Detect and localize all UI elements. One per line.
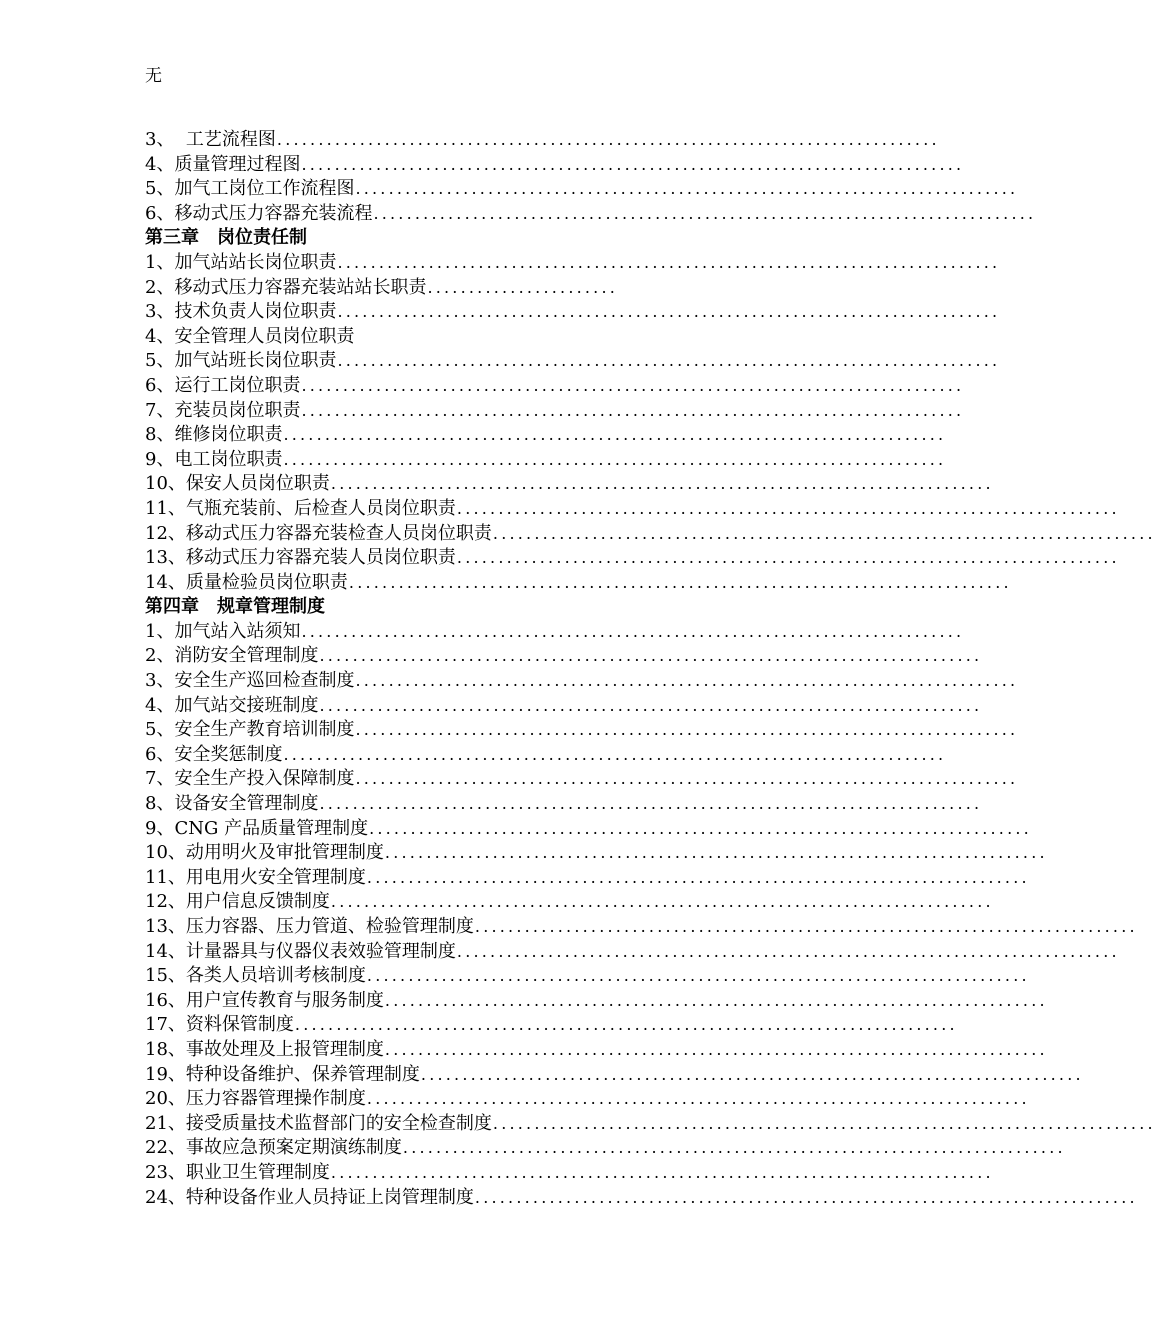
toc-entry (145, 841, 1048, 866)
toc-entry-label: 5、加气站班长岗位职责 (145, 350, 337, 372)
toc-entry (145, 989, 1048, 1014)
toc-entry (145, 1087, 1030, 1112)
dot-leader: ................................................................................ (492, 1113, 1156, 1133)
toc-entry-label: 18、事故处理及上报管理制度 (145, 1038, 384, 1060)
toc-entry (145, 743, 947, 768)
toc-entry (145, 497, 1120, 522)
dot-leader: ................................................................................ (319, 794, 983, 814)
toc-entry (145, 128, 940, 153)
toc-entry (145, 669, 1019, 694)
toc-entry-label: 22、事故应急预案定期演练制度 (145, 1137, 402, 1159)
dot-leader: ................................................................................ (474, 917, 1138, 936)
dot-leader: ................................................................................ (301, 154, 965, 174)
toc-entry-label: 15、各类人员培训考核制度 (145, 965, 366, 987)
toc-entry-label: 13、移动式压力容器充装人员岗位职责 (145, 547, 456, 569)
toc-entry (145, 718, 1019, 743)
dot-leader: ................................................................................ (355, 769, 1019, 789)
dot-leader: ................................................................................ (384, 990, 1048, 1010)
toc-entry (145, 251, 1001, 276)
toc-entry (145, 276, 757, 301)
dot-leader: ................................................................................ (283, 425, 947, 445)
toc-entry-label: 8、维修岗位职责 (145, 424, 283, 446)
toc-entry (145, 374, 965, 399)
toc-entry-label: 1、加气站入站须知 (145, 620, 301, 642)
toc-entry (145, 694, 983, 719)
toc-entry (145, 817, 1032, 842)
toc-entry-label: 7、安全生产投入保障制度 (145, 768, 355, 790)
toc-entry-label: 6、移动式压力容器充装流程 (145, 202, 373, 224)
chapter-title: 第四章 规章管理制度 (145, 596, 325, 618)
dot-leader: ................................................................................ (366, 867, 1030, 887)
dot-leader: ................................................................................ (283, 449, 947, 469)
toc-entry (145, 1038, 1048, 1063)
toc-entry-label: 7、充装员岗位职责 (145, 399, 301, 421)
toc-entry-label: 13、压力容器、压力管道、检验管理制度 (145, 916, 474, 937)
toc-entry-label: 10、保安人员岗位职责 (145, 473, 330, 495)
toc-entry (145, 940, 1120, 965)
toc-entry (145, 767, 1019, 792)
toc-entry (145, 915, 1138, 940)
toc-entry-label: 6、安全奖惩制度 (145, 743, 283, 765)
toc-entry-label: 5、安全生产教育培训制度 (145, 719, 355, 741)
toc-entry-label: 19、特种设备维护、保养管理制度 (145, 1063, 420, 1085)
toc-entry-label: 9、CNG 产品质量管理制度 (145, 817, 369, 839)
toc-entry-label: 21、接受质量技术监督部门的安全检查制度 (145, 1112, 492, 1134)
toc-entry-label: 16、用户宣传教育与服务制度 (145, 989, 384, 1011)
dot-leader: ................................................................................ (366, 966, 1030, 986)
toc-entry (145, 644, 983, 669)
toc-entry-label: 4、质量管理过程图 (145, 153, 301, 175)
toc-entry (145, 866, 1030, 891)
toc-entry-label: 1、加气站站长岗位职责 (145, 251, 337, 273)
chapter-heading (145, 226, 757, 251)
dot-leader: ................................................................................ (456, 548, 1120, 568)
toc-entry (145, 571, 1012, 596)
dot-leader: ................................................................................ (420, 1064, 1084, 1084)
chapter-title: 第三章 岗位责任制 (145, 227, 307, 249)
toc-entry (145, 1161, 994, 1186)
toc-entry (145, 177, 1019, 202)
toc-entry-label: 3、 工艺流程图 (145, 129, 276, 150)
dot-leader: ................................................................................ (301, 621, 965, 641)
toc-entry-label: 9、电工岗位职责 (145, 448, 283, 470)
dot-leader: ................................................................................ (301, 375, 965, 395)
dot-leader: ................................................................................ (492, 523, 1156, 543)
toc-entry (145, 620, 965, 645)
dot-leader: ................................................................................ (384, 1039, 1048, 1059)
toc-entry (145, 202, 1037, 227)
dot-leader: ................................................................................ (474, 1187, 1138, 1207)
toc-entry-label: 4、加气站交接班制度 (145, 694, 319, 716)
toc-entry (145, 325, 757, 350)
dot-leader: ................................................................................ (337, 252, 1001, 272)
toc-entry-label: 11、气瓶充装前、后检查人员岗位职责 (145, 497, 456, 519)
toc-entry-label: 24、特种设备作业人员持证上岗管理制度 (145, 1186, 474, 1208)
toc-entry (145, 546, 1120, 571)
dot-leader: ................................................................................ (319, 695, 983, 715)
toc-entry (145, 448, 947, 473)
chapter-heading (145, 595, 757, 620)
toc-entry (145, 522, 1156, 547)
toc-entry-label: 3、安全生产巡回检查制度 (145, 670, 355, 692)
dot-leader: ................................................................................ (276, 130, 940, 149)
dot-leader: ................................................................................ (369, 818, 1032, 838)
table-of-contents (145, 128, 1156, 1210)
toc-entry-label: 3、技术负责人岗位职责 (145, 301, 337, 323)
toc-entry-label: 20、压力容器管理操作制度 (145, 1088, 366, 1110)
toc-entry (145, 399, 965, 424)
toc-entry-label: 12、用户信息反馈制度 (145, 891, 330, 913)
dot-leader: ................................................................................ (373, 203, 1037, 223)
toc-entry-label: 2、消防安全管理制度 (145, 645, 319, 667)
toc-entry (145, 1112, 1156, 1137)
dot-leader: ....................... (427, 277, 619, 297)
toc-entry (145, 472, 994, 497)
toc-entry (145, 792, 983, 817)
dot-leader: ................................................................................ (384, 843, 1048, 863)
dot-leader: ................................................................................ (355, 179, 1019, 199)
toc-entry (145, 349, 1001, 374)
toc-entry-label: 2、移动式压力容器充装站站长职责 (145, 276, 427, 298)
toc-entry (145, 423, 947, 448)
dot-leader: ................................................................................ (337, 351, 1001, 371)
dot-leader: ................................................................................ (301, 400, 965, 420)
dot-leader: ................................................................................ (319, 646, 983, 666)
dot-leader: ................................................................................ (355, 671, 1019, 691)
dot-leader: ................................................................................ (456, 498, 1120, 518)
toc-entry-label: 11、用电用火安全管理制度 (145, 866, 366, 888)
toc-entry (145, 1186, 1138, 1211)
dot-leader: ................................................................................ (330, 474, 994, 494)
dot-leader: ................................................................................ (366, 1089, 1030, 1109)
toc-entry (145, 1013, 958, 1038)
dot-leader: ................................................................................ (283, 744, 947, 764)
toc-entry (145, 300, 1001, 325)
dot-leader: ................................................................................ (330, 1162, 994, 1182)
dot-leader: ................................................................................ (456, 941, 1120, 961)
toc-entry (145, 1136, 1066, 1161)
toc-entry (145, 890, 994, 915)
toc-entry-label: 23、职业卫生管理制度 (145, 1161, 330, 1183)
dot-leader: ................................................................................ (294, 1015, 958, 1035)
dot-leader: ................................................................................ (330, 892, 994, 912)
dot-leader: ................................................................................ (337, 302, 1001, 322)
page-header: 无 (145, 66, 162, 86)
toc-entry (145, 964, 1030, 989)
dot-leader: ................................................................................ (355, 720, 1019, 740)
toc-entry-label: 14、质量检验员岗位职责 (145, 571, 348, 593)
toc-entry-label: 8、设备安全管理制度 (145, 793, 319, 815)
toc-entry-label: 17、资料保管制度 (145, 1014, 294, 1036)
toc-entry-label: 10、动用明火及审批管理制度 (145, 842, 384, 864)
toc-entry-label: 5、加气工岗位工作流程图 (145, 178, 355, 200)
toc-entry-label: 4、安全管理人员岗位职责 (145, 325, 355, 347)
dot-leader: ................................................................................ (348, 572, 1012, 592)
toc-entry-label: 14、计量器具与仪器仪表效验管理制度 (145, 940, 456, 962)
toc-entry (145, 153, 965, 178)
dot-leader: ................................................................................ (402, 1138, 1066, 1158)
toc-entry-label: 12、移动式压力容器充装检查人员岗位职责 (145, 522, 492, 544)
toc-entry-label: 6、运行工岗位职责 (145, 374, 301, 396)
toc-entry (145, 1063, 1084, 1088)
